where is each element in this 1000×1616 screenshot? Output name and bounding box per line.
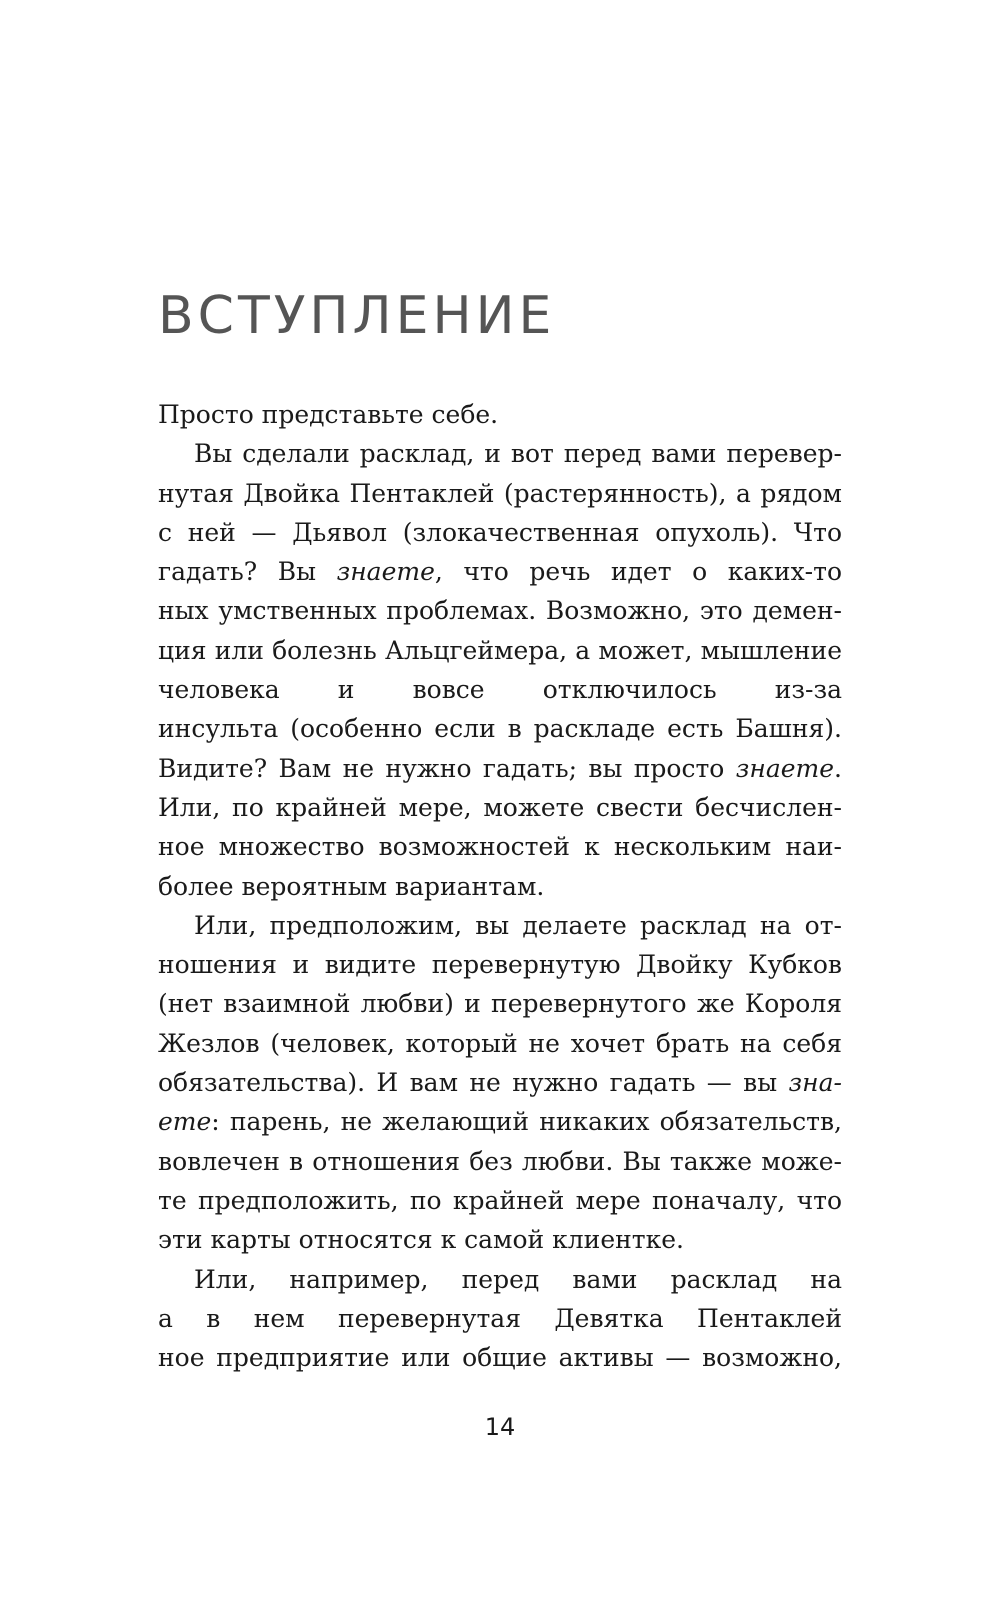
text-line: ете: парень, не желающий никаких обязательств, <box>158 1107 842 1137</box>
text-line: Просто представьте себе. <box>158 400 499 429</box>
text-line: эти карты относятся к самой клиентке. <box>158 1225 684 1255</box>
text-line: с ней — Дьявол (злокачественная опухоль). Что <box>158 517 842 547</box>
chapter-title: ВСТУПЛЕНИЕ <box>158 286 556 346</box>
text-line: инсульта (особенно если в раскладе есть Башня). <box>158 714 842 744</box>
text-line: вовлечен в отношения без любви. Вы также може- <box>158 1146 842 1176</box>
text-line: ношения и видите перевернутую Двойку Кубков <box>158 950 842 980</box>
text-line: Или, например, перед вами расклад на <box>194 1264 842 1294</box>
text-line: гадать? Вы знаете, что речь идет о каких-то <box>158 557 842 587</box>
emphasis: зна- <box>788 1068 842 1098</box>
text-line: Вы сделали расклад, и вот перед вами перевер- <box>194 439 842 469</box>
page-number: 14 <box>484 1413 516 1441</box>
text-line: нутая Двойка Пентаклей (растерянность), а рядом <box>158 478 842 508</box>
text-line: Или, по крайней мере, можете свести бесчислен- <box>158 792 842 822</box>
text-line: ное множество возможностей к нескольким наи- <box>158 832 842 862</box>
text-line: а в нем перевернутая Девятка Пентаклей <box>158 1303 842 1333</box>
text-line: ция или болезнь Альцгеймера, а может, мышление <box>158 635 842 665</box>
text-line: (нет взаимной любви) и перевернутого же Короля <box>158 989 842 1019</box>
text-line: ных умственных проблемах. Возможно, это демен- <box>158 596 842 626</box>
text-line: более вероятным вариантам. <box>158 871 545 901</box>
text-line: те предположить, по крайней мере поначалу, что <box>158 1185 842 1215</box>
body-text <box>158 395 842 1377</box>
text-line: человека и вовсе отключилось из-за <box>158 675 842 705</box>
text-line: Или, предположим, вы делаете расклад на от- <box>194 910 842 940</box>
text-line: обязательства). И вам не нужно гадать — вы зна- <box>158 1068 842 1098</box>
emphasis: ете <box>158 1107 212 1137</box>
emphasis: знаете <box>735 753 835 783</box>
text-line: ное предприятие или общие активы — возможно, <box>158 1343 842 1373</box>
emphasis: знаете <box>336 557 435 587</box>
text-line: Видите? Вам не нужно гадать; вы просто знаете. <box>158 753 842 783</box>
text-line: Жезлов (человек, который не хочет брать на себя <box>158 1028 842 1058</box>
